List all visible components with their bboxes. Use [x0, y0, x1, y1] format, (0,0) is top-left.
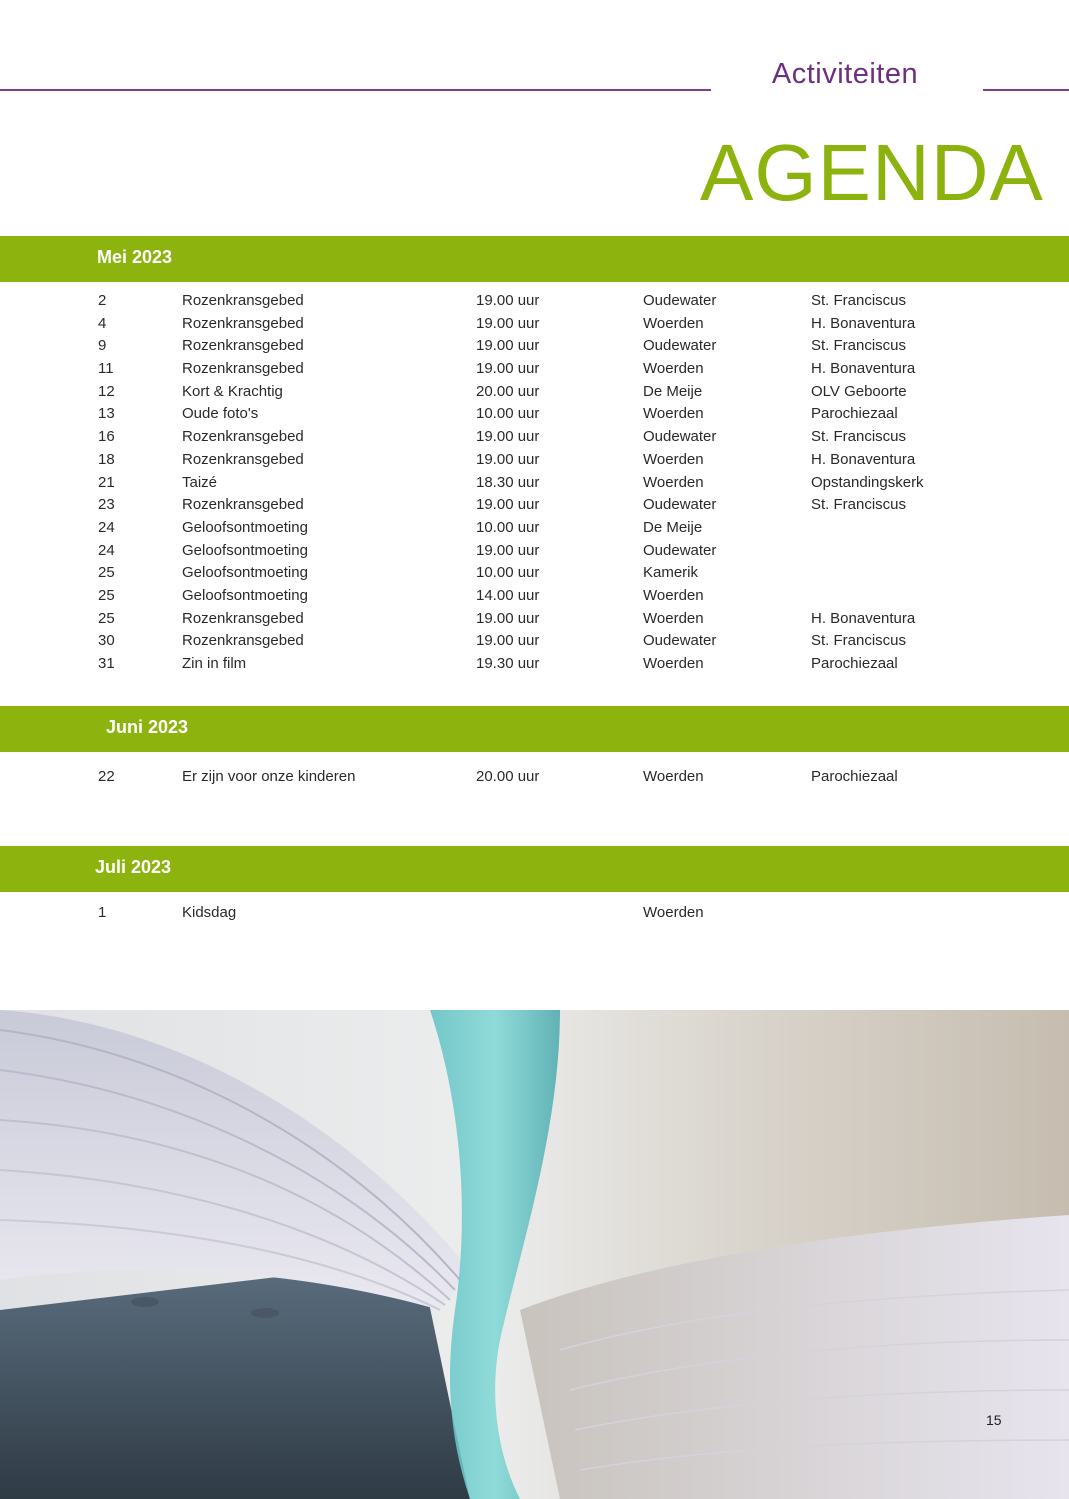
- agenda-row: [0, 902, 1069, 925]
- event-location: Opstandingskerk: [811, 473, 924, 491]
- event-place: Oudewater: [643, 337, 717, 355]
- event-time: 19.00 uur: [476, 428, 540, 446]
- event-place: Woerden: [643, 586, 704, 604]
- event-place: De Meije: [643, 382, 703, 400]
- header-rule-left: [0, 89, 711, 91]
- agenda-row: [0, 313, 1069, 336]
- day: 24: [98, 541, 115, 559]
- event-name: Rozenkransgebed: [182, 337, 304, 355]
- page-number: 15: [986, 1412, 1002, 1428]
- event-place: Woerden: [643, 904, 704, 921]
- event-location: St. Franciscus: [811, 292, 907, 309]
- section-label: Activiteiten: [771, 58, 919, 90]
- event-name: Rozenkransgebed: [182, 314, 304, 332]
- agenda-row: [0, 540, 1069, 563]
- agenda-row: [0, 403, 1069, 426]
- event-name: Er zijn voor onze kinderen: [182, 768, 356, 785]
- event-time: 14.00 uur: [476, 586, 540, 604]
- agenda-row: [0, 517, 1069, 540]
- day: 18: [98, 450, 115, 468]
- event-name: Kort & Krachtig: [182, 382, 283, 400]
- event-time: 18.30 uur: [476, 473, 540, 491]
- day: 23: [98, 496, 115, 514]
- event-name: Geloofsontmoeting: [182, 586, 308, 604]
- agenda-row: [0, 472, 1069, 495]
- event-time: 19.00 uur: [476, 541, 540, 559]
- agenda-row: [0, 766, 1069, 789]
- day: 25: [98, 609, 115, 627]
- event-name: Rozenkransgebed: [182, 428, 304, 446]
- header-rule-right: [983, 89, 1069, 91]
- event-location: OLV Geboorte: [811, 382, 907, 400]
- book-photo: [0, 1010, 1069, 1499]
- event-name: Rozenkransgebed: [182, 609, 304, 627]
- event-time: 19.00 uur: [476, 292, 540, 309]
- event-time: 19.00 uur: [476, 632, 540, 650]
- day: 30: [98, 632, 115, 650]
- month-band-juli: [0, 846, 1069, 892]
- event-time: 19.00 uur: [476, 496, 540, 514]
- agenda-row: [0, 381, 1069, 404]
- agenda-row: [0, 630, 1069, 653]
- event-location: Parochiezaal: [811, 768, 898, 785]
- agenda-row: [0, 653, 1069, 676]
- event-time: 19.00 uur: [476, 337, 540, 355]
- event-name: Rozenkransgebed: [182, 632, 304, 650]
- event-name: Kidsdag: [182, 904, 237, 921]
- event-time: 19.30 uur: [476, 655, 540, 672]
- day: 21: [98, 473, 115, 491]
- day: 11: [98, 360, 114, 378]
- day: 13: [98, 405, 115, 423]
- event-place: Oudewater: [643, 496, 717, 514]
- event-place: Woerden: [643, 655, 704, 672]
- agenda-row: [0, 426, 1069, 449]
- event-location: H. Bonaventura: [811, 609, 916, 627]
- event-location: St. Franciscus: [811, 632, 907, 650]
- day: 9: [98, 337, 107, 355]
- event-place: Woerden: [643, 405, 704, 423]
- event-time: 10.00 uur: [476, 405, 540, 423]
- agenda-row: [0, 335, 1069, 358]
- event-name: Rozenkransgebed: [182, 292, 304, 309]
- event-name: Rozenkransgebed: [182, 450, 304, 468]
- day: 1: [98, 904, 107, 921]
- event-time: 19.00 uur: [476, 314, 540, 332]
- day: 2: [98, 292, 107, 309]
- event-place: Woerden: [643, 314, 704, 332]
- month-title: Mei 2023: [97, 247, 173, 267]
- day: 12: [98, 382, 115, 400]
- agenda-row: [0, 358, 1069, 381]
- event-time: 10.00 uur: [476, 564, 540, 582]
- event-name: Rozenkransgebed: [182, 360, 304, 378]
- event-name: Taizé: [182, 473, 218, 491]
- event-time: 10.00 uur: [476, 518, 540, 536]
- event-place: Oudewater: [643, 428, 717, 446]
- day: 24: [98, 518, 115, 536]
- event-place: Woerden: [643, 609, 704, 627]
- event-time: 19.00 uur: [476, 609, 540, 627]
- event-location: St. Franciscus: [811, 337, 907, 355]
- event-time: 19.00 uur: [476, 450, 540, 468]
- agenda-row: [0, 494, 1069, 517]
- agenda-row: [0, 449, 1069, 472]
- event-name: Geloofsontmoeting: [182, 541, 308, 559]
- page-title: AGENDA: [700, 128, 1044, 217]
- event-name: Geloofsontmoeting: [182, 564, 308, 582]
- event-location: H. Bonaventura: [811, 314, 916, 332]
- event-name: Geloofsontmoeting: [182, 518, 308, 536]
- event-place: Woerden: [643, 360, 704, 378]
- agenda-list-juli: [0, 902, 1069, 925]
- agenda-list-juni: [0, 766, 1069, 789]
- event-location: St. Franciscus: [811, 428, 907, 446]
- agenda-list-mei: [0, 290, 1069, 676]
- month-title: Juni 2023: [106, 717, 189, 737]
- event-place: De Meije: [643, 518, 703, 536]
- event-time: 19.00 uur: [476, 360, 540, 378]
- agenda-row: [0, 290, 1069, 313]
- event-location: St. Franciscus: [811, 496, 907, 514]
- event-place: Woerden: [643, 768, 704, 785]
- event-place: Oudewater: [643, 292, 717, 309]
- event-time: 20.00 uur: [476, 382, 540, 400]
- event-location: H. Bonaventura: [811, 450, 916, 468]
- month-band-juni: [0, 706, 1069, 752]
- day: 16: [98, 428, 115, 446]
- day: 25: [98, 564, 115, 582]
- month-band-mei: [0, 236, 1069, 282]
- event-location: H. Bonaventura: [811, 360, 916, 378]
- event-location: Parochiezaal: [811, 655, 898, 672]
- day: 22: [98, 768, 115, 785]
- event-place: Kamerik: [643, 564, 699, 582]
- day: 31: [98, 655, 115, 672]
- event-time: 20.00 uur: [476, 768, 540, 785]
- event-name: Zin in film: [182, 655, 247, 672]
- event-name: Oude foto's: [182, 405, 259, 423]
- agenda-row: [0, 608, 1069, 631]
- agenda-row: [0, 585, 1069, 608]
- event-place: Oudewater: [643, 632, 717, 650]
- event-location: Parochiezaal: [811, 405, 898, 423]
- agenda-row: [0, 562, 1069, 585]
- day: 25: [98, 586, 115, 604]
- month-title: Juli 2023: [95, 857, 172, 877]
- day: 4: [98, 314, 107, 332]
- event-name: Rozenkransgebed: [182, 496, 304, 514]
- event-place: Woerden: [643, 450, 704, 468]
- event-place: Woerden: [643, 473, 704, 491]
- event-place: Oudewater: [643, 541, 717, 559]
